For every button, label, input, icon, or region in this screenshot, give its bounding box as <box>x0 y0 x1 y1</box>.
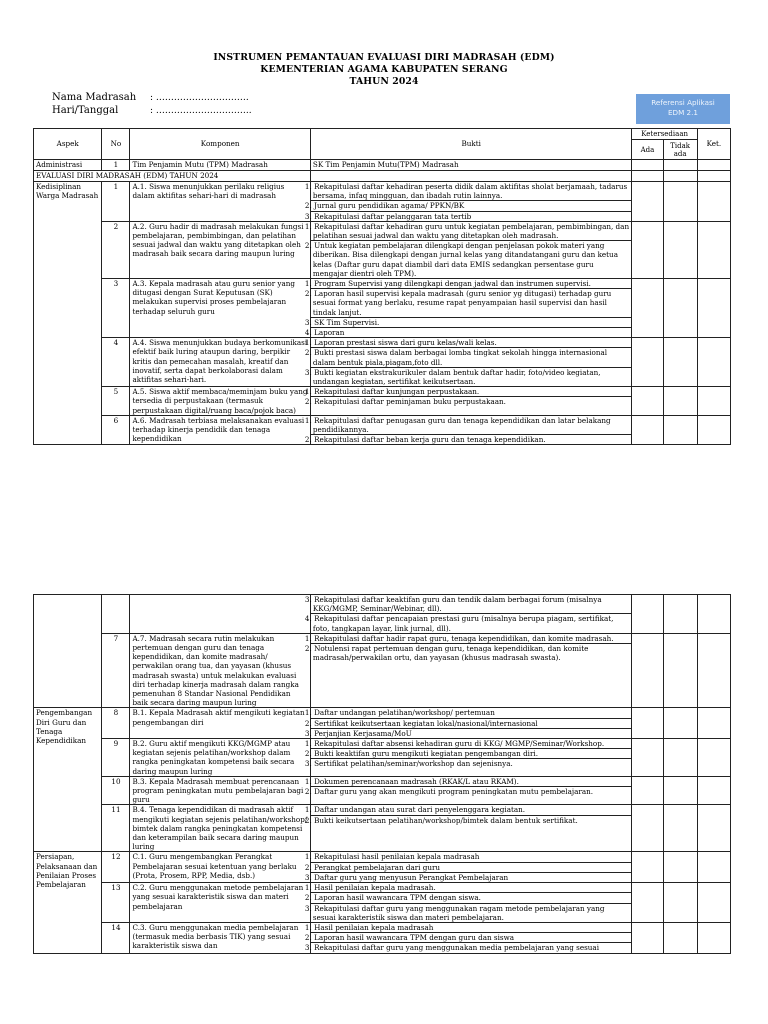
document-title-block <box>0 52 768 88</box>
cell-no: 5 <box>102 387 130 416</box>
col-header-ket: Ket. <box>697 129 730 160</box>
cell-bukti <box>304 595 632 634</box>
cell-komponen: C.2. Guru menggunakan metode pembelajaran yang sesuai karakteristik siswa dan materi pembelajaran <box>130 883 310 923</box>
bukti-item: 2. Bukti keikutsertaan pelatihan/workshop/bimtek dalam bentuk sertifikat. <box>311 815 632 825</box>
table-row <box>34 387 731 416</box>
cell-ket-input[interactable] <box>697 171 730 182</box>
cell-no: 12 <box>102 852 130 883</box>
cell-ket-input[interactable] <box>697 338 730 387</box>
col-header-no: No <box>102 129 130 160</box>
cell-no: 1 <box>102 160 130 171</box>
table-row <box>34 708 731 739</box>
cell-bukti <box>304 338 632 387</box>
cell-bukti <box>304 852 632 883</box>
bukti-item: 2. Notulensi rapat pertemuan dengan guru, tenaga kependidikan, dan komite madrasah/perwakilan ortu, dan yayasan (khusus madrasah swasta). <box>311 643 632 662</box>
table-row <box>34 776 731 805</box>
cell-komponen: C.1. Guru mengembangkan Perangkat Pembelajaran sesuai ketentuan yang berlaku (Prota, Prosem, RPP, Media, dsb.) <box>130 852 310 883</box>
cell-ket-input[interactable] <box>697 852 730 883</box>
edm-table-page-2 <box>33 594 731 954</box>
cell-bukti <box>304 633 632 708</box>
bukti-item: 2. Untuk kegiatan pembelajaran dilengkapi dengan penjelasan pokok materi yang diberikan. Bisa dilengkapi dengan jurnal kelas yang ditandatangani guru dan ketua kelas (Daftar guru dapat diambil dari data EMIS sedangkan persentase guru mengajar dientri oleh TPM). <box>311 240 632 278</box>
cell-ket-input[interactable] <box>697 633 730 708</box>
referensi-aplikasi-label: Referensi Aplikasi <box>651 98 715 107</box>
cell-ada-checkbox[interactable] <box>632 776 663 805</box>
bukti-item: 3. Bukti kegiatan ekstrakurikuler dalam bentuk daftar hadir, foto/video kegiatan, undangan kegiatan, sertifikat keikutsertaan. <box>311 367 632 386</box>
section-title: EVALUASI DIRI MADRASAH (EDM) TAHUN 2024 <box>34 171 311 182</box>
document-title: INSTRUMEN PEMANTAUAN EVALUASI DIRI MADRASAH (EDM) <box>213 52 555 63</box>
bukti-item: 1. Program Supervisi yang dilengkapi dengan jadwal dan instrumen supervisi. <box>304 279 591 289</box>
cell-ket-input[interactable] <box>697 776 730 805</box>
cell-komponen: B.2. Guru aktif mengikuti KKG/MGMP atau kegiatan sejenis pelatihan/workshop dalam rangka peningkatan kompetensi baik secara daring maupun luring <box>130 739 310 777</box>
cell-ada-checkbox[interactable] <box>632 595 663 634</box>
cell-ada-checkbox[interactable] <box>632 739 663 777</box>
table-row-administrasi <box>34 160 731 171</box>
document-year: TAHUN 2024 <box>349 76 419 87</box>
cell-no: 2 <box>102 221 130 278</box>
cell-no: 13 <box>102 883 130 923</box>
cell-ada-checkbox[interactable] <box>632 852 663 883</box>
cell-ket-input[interactable] <box>697 883 730 923</box>
cell-ada-checkbox[interactable] <box>632 883 663 923</box>
cell-ada-checkbox[interactable] <box>632 160 663 171</box>
table-row <box>34 221 731 278</box>
bukti-item: 1. Rekapitulasi daftar absensi kehadiran guru di KKG/ MGMP/Seminar/Workshop. <box>304 739 605 749</box>
bukti-item: 3. Sertifikat pelatihan/seminar/workshop dan sejenisnya. <box>311 758 632 768</box>
document-page-2 <box>0 594 768 1024</box>
cell-no: 4 <box>102 338 130 387</box>
cell-ket-input[interactable] <box>697 739 730 777</box>
bukti-item: 3. Perjanjian Kerjasama/MoU <box>311 728 632 738</box>
cell-no <box>102 595 130 634</box>
table-row <box>34 338 731 387</box>
cell-ket-input[interactable] <box>697 708 730 739</box>
cell-komponen: B.4. Tenaga kependidikan di madrasah aktif mengikuti kegiatan sejenis pelatihan/workshop/ bimtek dalam rangka peningkatan kompetensi dan keterampilan baik secara daring maupun luring <box>130 805 310 852</box>
col-header-ketersediaan: Ketersediaan <box>632 129 697 140</box>
cell-ket-input[interactable] <box>697 279 730 338</box>
bukti-item: 1. Hasil penilaian kepala madrasah <box>304 922 434 932</box>
cell-ada-checkbox[interactable] <box>632 708 663 739</box>
cell-bukti: SK Tim Penjamin Mutu(TPM) Madrasah <box>310 160 632 171</box>
cell-komponen <box>130 595 310 634</box>
cell-no: 9 <box>102 739 130 777</box>
bukti-item: 2. Laporan hasil wawancara TPM dengan guru dan siswa <box>311 932 632 942</box>
cell-komponen: A.1. Siswa menunjukkan perilaku religius dalam aktifitas sehari-hari di madrasah <box>130 182 310 222</box>
bukti-item: 1. Rekapitulasi daftar hadir rapat guru, tenaga kependidikan, dan komite madrasah. <box>304 633 614 643</box>
cell-no: 8 <box>102 708 130 739</box>
cell-ada-checkbox[interactable] <box>632 279 663 338</box>
cell-komponen: A.5. Siswa aktif membaca/meminjam buku yang tersedia di perpustakaan (termasuk perpustakaan digital/ruang baca/pojok baca) <box>130 387 310 416</box>
bukti-item: 1. Rekapitulasi daftar penugasan guru dan tenaga kependidikan dan latar belakang pendidikannya. <box>304 415 611 435</box>
bukti-item: 2. Daftar guru yang akan mengikuti program peningkatan mutu pembelajaran. <box>311 786 632 796</box>
bukti-item: 1. Rekapitulasi daftar kehadiran peserta didik dalam aktifitas sholat berjamaah, tadarus bersama, infaq mingguan, dan ibadah rutin lainnya. <box>304 182 628 201</box>
cell-no: 6 <box>102 415 130 445</box>
cell-ket-input[interactable] <box>697 160 730 171</box>
cell-tidak-ada-checkbox[interactable] <box>663 279 697 338</box>
cell-tidak-ada-checkbox[interactable] <box>663 160 697 171</box>
cell-komponen: A.7. Madrasah secara rutin melakukan pertemuan dengan guru dan tenaga kependidikan, dan komite madrasah/ perwakilan orang tua, dan yayasan (khusus madrasah swasta) untuk melakukan evaluasi diri terhadap kinerja madrasah dalam rangka pemenuhan 8 Standar Nasional Pendidikan baik secara daring maupun luring <box>130 633 310 708</box>
cell-no: 3 <box>102 279 130 338</box>
referensi-aplikasi-version: EDM 2.1 <box>668 108 698 117</box>
cell-ada-checkbox[interactable] <box>632 387 663 416</box>
cell-tidak-ada-checkbox[interactable] <box>663 221 697 278</box>
referensi-aplikasi-button[interactable] <box>636 94 730 124</box>
table-row <box>34 182 731 222</box>
cell-komponen: A.4. Siswa menunjukkan budaya berkomunikasi efektif baik luring ataupun daring, berpikir kritis dan pemecahan masalah, kreatif dan inovatif, serta dapat berkolaborasi dalam aktifitas sehari-hari. <box>130 338 310 387</box>
cell-komponen: B.1. Kepala Madrasah aktif mengikuti kegiatan pengembangan diri <box>130 708 310 739</box>
cell-aspek: Pengembangan Diri Guru dan Tenaga Kependidikan <box>34 708 102 852</box>
cell-bukti <box>304 805 632 852</box>
cell-komponen: Tim Penjamin Mutu (TPM) Madrasah <box>130 160 310 171</box>
bukti-item: 2. Bukti prestasi siswa dalam berbagai lomba tingkat sekolah hingga internasional dalam bentuk piala,piagam,foto dll. <box>311 347 632 366</box>
bukti-item: 3. Rekapitulasi daftar pelanggaran tata tertib <box>311 211 632 221</box>
bukti-item: 1. Daftar undangan pelatihan/workshop/ pertemuan <box>304 708 495 718</box>
hari-tanggal-field <box>52 104 252 118</box>
cell-ket-input[interactable] <box>697 387 730 416</box>
nama-madrasah-value: : …………………………. <box>150 93 249 103</box>
bukti-item: 1. Laporan prestasi siswa dari guru kelas/wali kelas. <box>304 338 497 348</box>
bukti-item: 2. Jurnal guru pendidikan agama/ PPKN/BK <box>311 200 632 210</box>
cell-aspek <box>34 595 102 708</box>
cell-ket-input[interactable] <box>697 595 730 634</box>
bukti-item: 3. Rekapitulasi daftar guru yang menggunakan media pembelajaran yang sesuai <box>311 942 632 952</box>
cell-tidak-ada-checkbox[interactable] <box>663 387 697 416</box>
cell-bukti <box>304 776 632 805</box>
bukti-item: 2. Laporan hasil supervisi kepala madrasah (guru senior yg ditugasi) terhadap guru sesuai format yang berlaku, resume rapat penyampaian hasil supervisi dan hasil tindak lanjut. <box>311 288 632 317</box>
cell-bukti <box>304 739 632 777</box>
cell-ada-checkbox[interactable] <box>632 633 663 708</box>
nama-madrasah-label: Nama Madrasah <box>52 92 137 103</box>
table-row <box>34 739 731 777</box>
table-row <box>34 805 731 852</box>
cell-no: 11 <box>102 805 130 852</box>
table-row <box>34 595 731 634</box>
bukti-item: 1. Rekapitulasi daftar kunjungan perpustakaan. <box>304 387 480 397</box>
cell-komponen: C.3. Guru menggunakan media pembelajaran (termasuk media berbasis TIK) yang sesuai karakteristik siswa dan <box>130 922 310 953</box>
cell-tidak-ada-checkbox[interactable] <box>663 182 697 222</box>
cell-no: 10 <box>102 776 130 805</box>
table-row-section <box>34 171 731 182</box>
bukti-item: 2. Sertifikat keikutsertaan kegiatan lokal/nasional/internasional <box>311 718 632 728</box>
cell-ada-checkbox[interactable] <box>632 171 663 182</box>
cell-no: 1 <box>102 182 130 222</box>
cell-bukti <box>304 922 632 953</box>
cell-tidak-ada-checkbox[interactable] <box>663 338 697 387</box>
cell-komponen: A.6. Madrasah terbiasa melaksanakan evaluasi terhadap kinerja pendidik dan tenaga kependidikan <box>130 415 310 445</box>
bukti-item: 2. Rekapitulasi daftar peminjaman buku perpustakaan. <box>311 396 632 406</box>
bukti-item: 4. Rekapitulasi daftar pencapaian prestasi guru (misalnya berupa piagam, sertifikat, foto, tangkapan layar, link jurnal, dll). <box>311 613 632 632</box>
cell-bukti <box>304 279 632 338</box>
cell-tidak-ada-checkbox[interactable] <box>663 171 697 182</box>
col-header-aspek: Aspek <box>34 129 102 160</box>
cell-ada-checkbox[interactable] <box>632 922 663 953</box>
cell-ket-input[interactable] <box>697 922 730 953</box>
cell-ket-input[interactable] <box>697 805 730 852</box>
cell-no: 7 <box>102 633 130 708</box>
cell-bukti <box>304 387 632 416</box>
bukti-item: 3. SK Tim Supervisi. <box>311 317 632 327</box>
col-header-tidak-ada: Tidak ada <box>663 140 697 160</box>
table-row <box>34 279 731 338</box>
cell-tidak-ada-checkbox[interactable] <box>663 852 697 883</box>
cell-bukti <box>304 221 632 278</box>
bukti-item: 2. Perangkat pembelajaran dari guru <box>311 862 632 872</box>
cell-komponen: A.2. Guru hadir di madrasah melakukan fungsi pembelajaran, pembimbingan, dan pelatihan sesuai jadwal dan waktu yang ditetapkan oleh madrasah baik secara daring maupun luring <box>130 221 310 278</box>
cell-ada-checkbox[interactable] <box>632 182 663 222</box>
bukti-item: 3. Daftar guru yang menyusun Perangkat Pembelajaran <box>311 872 632 882</box>
bukti-item: 2. Rekapitulasi daftar beban kerja guru dan tenaga kependidikan. <box>311 434 632 444</box>
nama-madrasah-field <box>52 91 249 105</box>
hari-tanggal-label: Hari/Tanggal <box>52 105 119 116</box>
table-row <box>34 633 731 708</box>
cell-no: 14 <box>102 922 130 953</box>
cell-bukti <box>304 708 632 739</box>
cell-ada-checkbox[interactable] <box>632 338 663 387</box>
cell-tidak-ada-checkbox[interactable] <box>663 739 697 777</box>
cell-bukti <box>304 182 632 222</box>
cell-tidak-ada-checkbox[interactable] <box>663 415 697 445</box>
cell-aspek: Kedisiplinan Warga Madrasah <box>34 182 102 445</box>
cell-tidak-ada-checkbox[interactable] <box>663 633 697 708</box>
cell-komponen: A.3. Kepala madrasah atau guru senior yang ditugasi dengan Surat Keputusan (SK) melakukan supervisi proses pembelajaran terhadap seluruh guru <box>130 279 310 338</box>
cell-ket-input[interactable] <box>697 415 730 445</box>
bukti-item: 1. Dokumen perencanaan madrasah (RKAK/L atau RKAM). <box>304 776 519 786</box>
table-row <box>34 883 731 923</box>
bukti-item: 4. Laporan <box>311 327 632 337</box>
bukti-item: 1. Daftar undangan atau surat dari penyelenggara kegiatan. <box>304 805 526 815</box>
cell-aspek: Persiapan, Pelaksanaan dan Penilaian Proses Pembelajaran <box>34 852 102 953</box>
cell-komponen: B.3. Kepala Madrasah membuat perencanaan program peningkatan mutu pembelajaran bagi guru <box>130 776 310 805</box>
bukti-item: 3. Rekapitulasi daftar guru yang menggunakan ragam metode pembelajaran yang sesuai karakteristik siswa dan materi pembelajaran. <box>311 903 632 922</box>
table-row <box>34 415 731 445</box>
cell-ada-checkbox[interactable] <box>632 221 663 278</box>
bukti-item: 1. Rekapitulasi daftar kehadiran guru untuk kegiatan pembelajaran, pembimbingan, dan pelatihan sesuai jadwal dan waktu yang ditetapkan oleh madrasah. <box>304 221 630 241</box>
cell-tidak-ada-checkbox[interactable] <box>663 708 697 739</box>
bukti-item: 1. Hasil penilaian kepala madrasah. <box>304 883 436 893</box>
cell-aspek: Administrasi <box>34 160 102 171</box>
cell-ket-input[interactable] <box>697 182 730 222</box>
cell-ada-checkbox[interactable] <box>632 805 663 852</box>
table-row <box>34 852 731 883</box>
cell-tidak-ada-checkbox[interactable] <box>663 776 697 805</box>
cell-tidak-ada-checkbox[interactable] <box>663 883 697 923</box>
cell-bukti <box>304 883 632 923</box>
cell-ket-input[interactable] <box>697 221 730 278</box>
bukti-item: 3. Rekapitulasi daftar keaktifan guru dan tendik dalam berbagai forum (misalnya KKG/MGMP, Seminar/Webinar, dll). <box>304 595 602 614</box>
col-header-bukti: Bukti <box>310 129 632 160</box>
bukti-item: 1. Rekapitulasi hasil penilaian kepala madrasah <box>304 852 480 862</box>
col-header-komponen: Komponen <box>130 129 310 160</box>
table-row <box>34 922 731 953</box>
cell-tidak-ada-checkbox[interactable] <box>663 805 697 852</box>
bukti-item: 2. Bukti keaktifan guru mengikuti kegiatan pengembangan diri. <box>311 748 632 758</box>
cell-bukti <box>304 415 632 445</box>
col-header-ada: Ada <box>632 140 663 160</box>
document-subtitle: KEMENTERIAN AGAMA KABUPATEN SERANG <box>260 64 508 75</box>
bukti-item: 2. Laporan hasil wawancara TPM dengan siswa. <box>311 892 632 902</box>
hari-tanggal-value: : ………………………….. <box>150 106 252 116</box>
cell-bukti-empty <box>310 171 632 182</box>
cell-tidak-ada-checkbox[interactable] <box>663 595 697 634</box>
edm-table-page-1 <box>33 128 731 445</box>
cell-tidak-ada-checkbox[interactable] <box>663 922 697 953</box>
page-break <box>0 520 768 590</box>
cell-ada-checkbox[interactable] <box>632 415 663 445</box>
